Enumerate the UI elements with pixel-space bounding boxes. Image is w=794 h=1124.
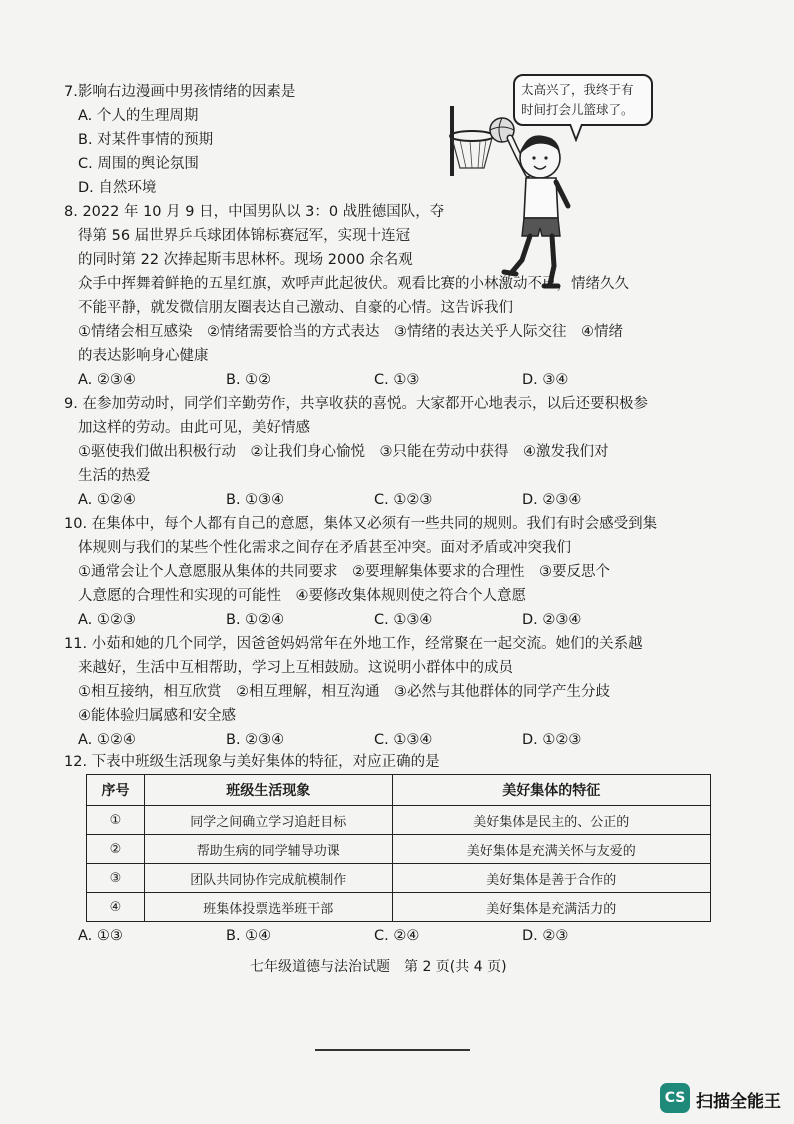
q8-option-d: D. ③④ <box>522 372 569 388</box>
q12-option-b: B. ①④ <box>226 928 272 944</box>
table-cell: ④ <box>87 893 145 922</box>
table-cell: 团队共同协作完成航模制作 <box>144 864 392 893</box>
q11-option-d: D. ①②③ <box>522 732 582 748</box>
table-row <box>87 864 711 893</box>
camscanner-logo-icon: CS <box>660 1083 690 1113</box>
q12-option-c: C. ②④ <box>374 928 420 944</box>
q11-line-1: 11. 小茹和她的几个同学，因爸爸妈妈常年在外地工作，经常聚在一起交流。她们的关系越 <box>64 636 643 652</box>
q10-option-d: D. ②③④ <box>522 612 582 628</box>
table-cell: 班集体投票选举班干部 <box>144 893 392 922</box>
q11-line-3: ①相互接纳，相互欣赏 ②相互理解，相互沟通 ③必然与其他群体的同学产生分歧 <box>78 684 610 700</box>
q11-options <box>78 730 718 750</box>
q12-option-d: D. ②③ <box>522 928 569 944</box>
q10-option-b: B. ①②④ <box>226 612 285 628</box>
table-row <box>87 835 711 864</box>
q10-line-4: 人意愿的合理性和实现的可能性 ④要修改集体规则使之符合个人意愿 <box>78 588 526 604</box>
table-header: 美好集体的特征 <box>392 775 711 806</box>
q12-option-a: A. ①③ <box>78 928 123 944</box>
q11-option-a: A. ①②④ <box>78 732 136 748</box>
q8-line-2: 得第 56 届世界乒乓球团体锦标赛冠军，实现十连冠 <box>78 228 411 244</box>
table-header: 序号 <box>87 775 145 806</box>
q9-line-3: ①驱使我们做出积极行动 ②让我们身心愉悦 ③只能在劳动中获得 ④激发我们对 <box>78 444 609 460</box>
q8-option-b: B. ①② <box>226 372 272 388</box>
q9-options <box>78 490 718 510</box>
q9-option-b: B. ①③④ <box>226 492 285 508</box>
table-cell: 美好集体是充满关怀与友爱的 <box>392 835 711 864</box>
table-cell: ③ <box>87 864 145 893</box>
q10-line-3: ①通常会让个人意愿服从集体的共同要求 ②要理解集体要求的合理性 ③要反思个 <box>78 564 610 580</box>
q8-line-6: ①情绪会相互感染 ②情绪需要恰当的方式表达 ③情绪的表达关乎人际交往 ④情绪 <box>78 324 623 340</box>
q9-option-d: D. ②③④ <box>522 492 582 508</box>
basketball-boy-illustration <box>440 96 580 296</box>
page-footer: 七年级道德与法治试题 第 2 页(共 4 页) <box>250 959 507 975</box>
table-cell: 美好集体是善于合作的 <box>392 864 711 893</box>
q8-line-4: 众手中挥舞着鲜艳的五星红旗，欢呼声此起彼伏。观看比赛的小林激动不已，情绪久久 <box>78 276 629 292</box>
table-cell: 美好集体是充满活力的 <box>392 893 711 922</box>
speech-bubble: 太高兴了，我终于有时间打会儿篮球了。 <box>513 74 653 126</box>
table-header: 班级生活现象 <box>144 775 392 806</box>
q12-table <box>86 774 711 922</box>
q7-stem: 7.影响右边漫画中男孩情绪的因素是 <box>64 84 296 100</box>
table-cell: 同学之间确立学习追赶目标 <box>144 806 392 835</box>
q10-line-1: 10. 在集体中，每个人都有自己的意愿，集体又必须有一些共同的规则。我们有时会感受到集 <box>64 516 658 532</box>
q8-line-3: 的同时第 22 次捧起斯韦思林杯。现场 2000 余名观 <box>78 252 413 268</box>
q12-options <box>78 926 718 946</box>
camscanner-watermark-text: 扫描全能王 <box>696 1092 781 1112</box>
q8-line-7: 的表达影响身心健康 <box>78 348 209 364</box>
q8-options <box>78 370 718 390</box>
q10-options <box>78 610 718 630</box>
q11-line-4: ④能体验归属感和安全感 <box>78 708 236 724</box>
table-cell: ① <box>87 806 145 835</box>
q11-line-2: 来越好，生活中互相帮助，学习上互相鼓励。这说明小群体中的成员 <box>78 660 513 676</box>
q11-option-c: C. ①③④ <box>374 732 433 748</box>
table-row <box>87 893 711 922</box>
table-header-row <box>87 775 711 806</box>
q8-line-5: 不能平静，就发微信朋友圈表达自己激动、自豪的心情。这告诉我们 <box>78 300 513 316</box>
divider <box>315 1049 470 1051</box>
q9-line-4: 生活的热爱 <box>78 468 151 484</box>
q7-option-b: B. 对某件事情的预期 <box>78 132 214 148</box>
q12-stem: 12. 下表中班级生活现象与美好集体的特征，对应正确的是 <box>64 754 440 770</box>
q9-option-a: A. ①②④ <box>78 492 136 508</box>
q11-option-b: B. ②③④ <box>226 732 285 748</box>
q7-option-c: C. 周围的舆论氛围 <box>78 156 199 172</box>
q10-option-a: A. ①②③ <box>78 612 136 628</box>
table-cell: 美好集体是民主的、公正的 <box>392 806 711 835</box>
table-cell: ② <box>87 835 145 864</box>
q8-option-c: C. ①③ <box>374 372 420 388</box>
table-row <box>87 806 711 835</box>
q7-option-d: D. 自然环境 <box>78 180 157 196</box>
q9-line-2: 加这样的劳动。由此可见，美好情感 <box>78 420 310 436</box>
q9-line-1: 9. 在参加劳动时，同学们辛勤劳作，共享收获的喜悦。大家都开心地表示，以后还要积极参 <box>64 396 648 412</box>
q10-line-2: 体规则与我们的某些个性化需求之间存在矛盾甚至冲突。面对矛盾或冲突我们 <box>78 540 571 556</box>
q8-line-1: 8. 2022 年 10 月 9 日，中国男队以 3：0 战胜德国队，夺 <box>64 204 445 220</box>
q7-option-a: A. 个人的生理周期 <box>78 108 199 124</box>
q8-option-a: A. ②③④ <box>78 372 136 388</box>
q9-option-c: C. ①②③ <box>374 492 433 508</box>
table-cell: 帮助生病的同学辅导功课 <box>144 835 392 864</box>
q10-option-c: C. ①③④ <box>374 612 433 628</box>
